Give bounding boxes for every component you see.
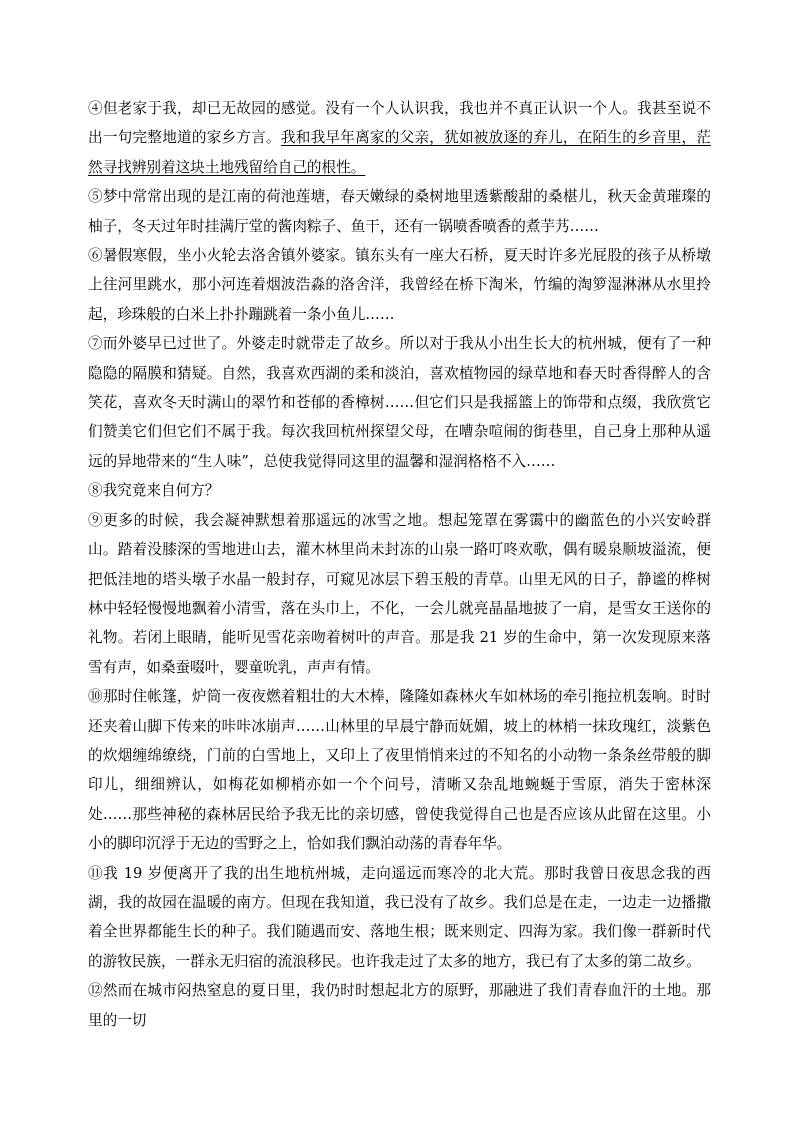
paragraph-text: ⑦而外婆早已过世了。外婆走时就带走了故乡。所以对于我从小出生长大的杭州城，便有了一种隐隐的隔膜和猜疑。自然，我喜欢西湖的柔和淡泊，喜欢植物园的绿草地和春天时香得醉人的含笑花，喜欢冬天时满山的翠竹和苍郁的香樟树……但它们只是我摇篮上的饰带和点缀，我欣赏它们赞美它们但它们不属于我。每次我回杭州探望父母，在嘈杂喧闹的街巷里，自己身上那种从遥远的异地带来的“生人味”，总使我觉得同这里的温馨和湿润格格不入…… (88, 335, 711, 470)
paragraph (88, 182, 711, 241)
paragraph-text: ⑨更多的时候，我会凝神默想着那遥远的冰雪之地。想起笼罩在雾霭中的幽蓝色的小兴安岭群山。踏着没膝深的雪地进山去，灌木林里尚未封冻的山泉一路叮咚欢歌，偶有暖泉顺坡溢流，便把低洼地的塔头墩子水晶一般封存，可窥见冰层下碧玉般的青草。山里无风的日子，静谧的桦树林中轻轻慢慢地飘着小清雪，落在头巾上，不化，一会儿就亮晶晶地披了一肩，是雪女王送你的礼物。若闭上眼睛，能听见雪花亲吻着树叶的声音。那是我 21 岁的生命中，第一次发现原来落雪有声，如桑蚕啜叶，婴童吮乳，声声有情。 (88, 511, 711, 676)
paragraph (88, 682, 711, 858)
paragraph-text: ⑥暑假寒假，坐小火轮去洛舍镇外婆家。镇东头有一座大石桥，夏天时许多光屁股的孩子从桥墩上往河里跳水，那小河连着烟波浩淼的洛舍洋，我曾经在桥下淘米，竹编的淘箩湿淋淋从水里拎起，珍珠般的白米上扑扑蹦跳着一条小鱼儿…… (88, 247, 711, 323)
paragraph-text: ⑪我 19 岁便离开了我的出生地杭州城，走向遥远而寒冷的北大荒。那时我曾日夜思念我的西湖，我的故园在温暖的南方。但现在我知道，我已没有了故乡。我们总是在走，一边走一边播撒着全世界都能生长的种子。我们随遇而安、落地生根；既来则定、四海为家。我们像一群新时代的游牧民族，一群永无归宿的流浪移民。也许我走过了太多的地方，我已有了太多的第二故乡。 (88, 864, 711, 970)
paragraph (88, 241, 711, 329)
paragraph-text: ⑤梦中常常出现的是江南的荷池莲塘，春天嫩绿的桑树地里透紫酸甜的桑椹儿，秋天金黄璀璨的柚子，冬天过年时挂满厅堂的酱肉粽子、鱼干，还有一锅喷香喷香的煮芋艿…… (88, 188, 711, 235)
paragraph (88, 94, 711, 182)
paragraph (88, 976, 711, 1035)
paragraph-text: ⑫然而在城市闷热窒息的夏日里，我仍时时想起北方的原野，那融进了我们青春血汗的土地。那里的一切 (88, 982, 711, 1029)
paragraph (88, 506, 711, 682)
underlined-sentence: 我和我早年离家的父亲，犹如被放逐的弃儿，在陌生的乡音里，茫然寻找辨别着这块土地残留给自己的根性。 (88, 129, 711, 176)
paragraph (88, 476, 711, 505)
paragraph-text: ⑧我究竟来自何方？ (88, 482, 220, 500)
paragraph (88, 329, 711, 476)
paragraph (88, 859, 711, 977)
paragraph-text: ⑩那时住帐篷，炉筒一夜夜燃着粗壮的大木棒，隆隆如森林火车如林场的牵引拖拉机轰响。时时还夹着山脚下传来的咔咔冰崩声……山林里的早晨宁静而妩媚，坡上的林梢一抹玫瑰红，淡紫色的炊烟缠绵缭绕，门前的白雪地上，又印上了夜里悄悄来过的不知名的小动物一条条丝带般的脚印儿，细细辨认，如梅花如柳梢亦如一个个问号，清晰又杂乱地蜿蜒于雪原，消失于密林深处……那些神秘的森林居民给予我无比的亲切感，曾使我觉得自己也是否应该从此留在这里。小小的脚印沉浮于无边的雪野之上，恰如我们飘泊动荡的青春年华。 (88, 688, 711, 853)
paragraph-text: ④但老家于我，却已无故园的感觉。没有一个人认识我，我也并不真正认识一个人。我甚至说不出一句完整地道的家乡方言。 (88, 100, 711, 147)
